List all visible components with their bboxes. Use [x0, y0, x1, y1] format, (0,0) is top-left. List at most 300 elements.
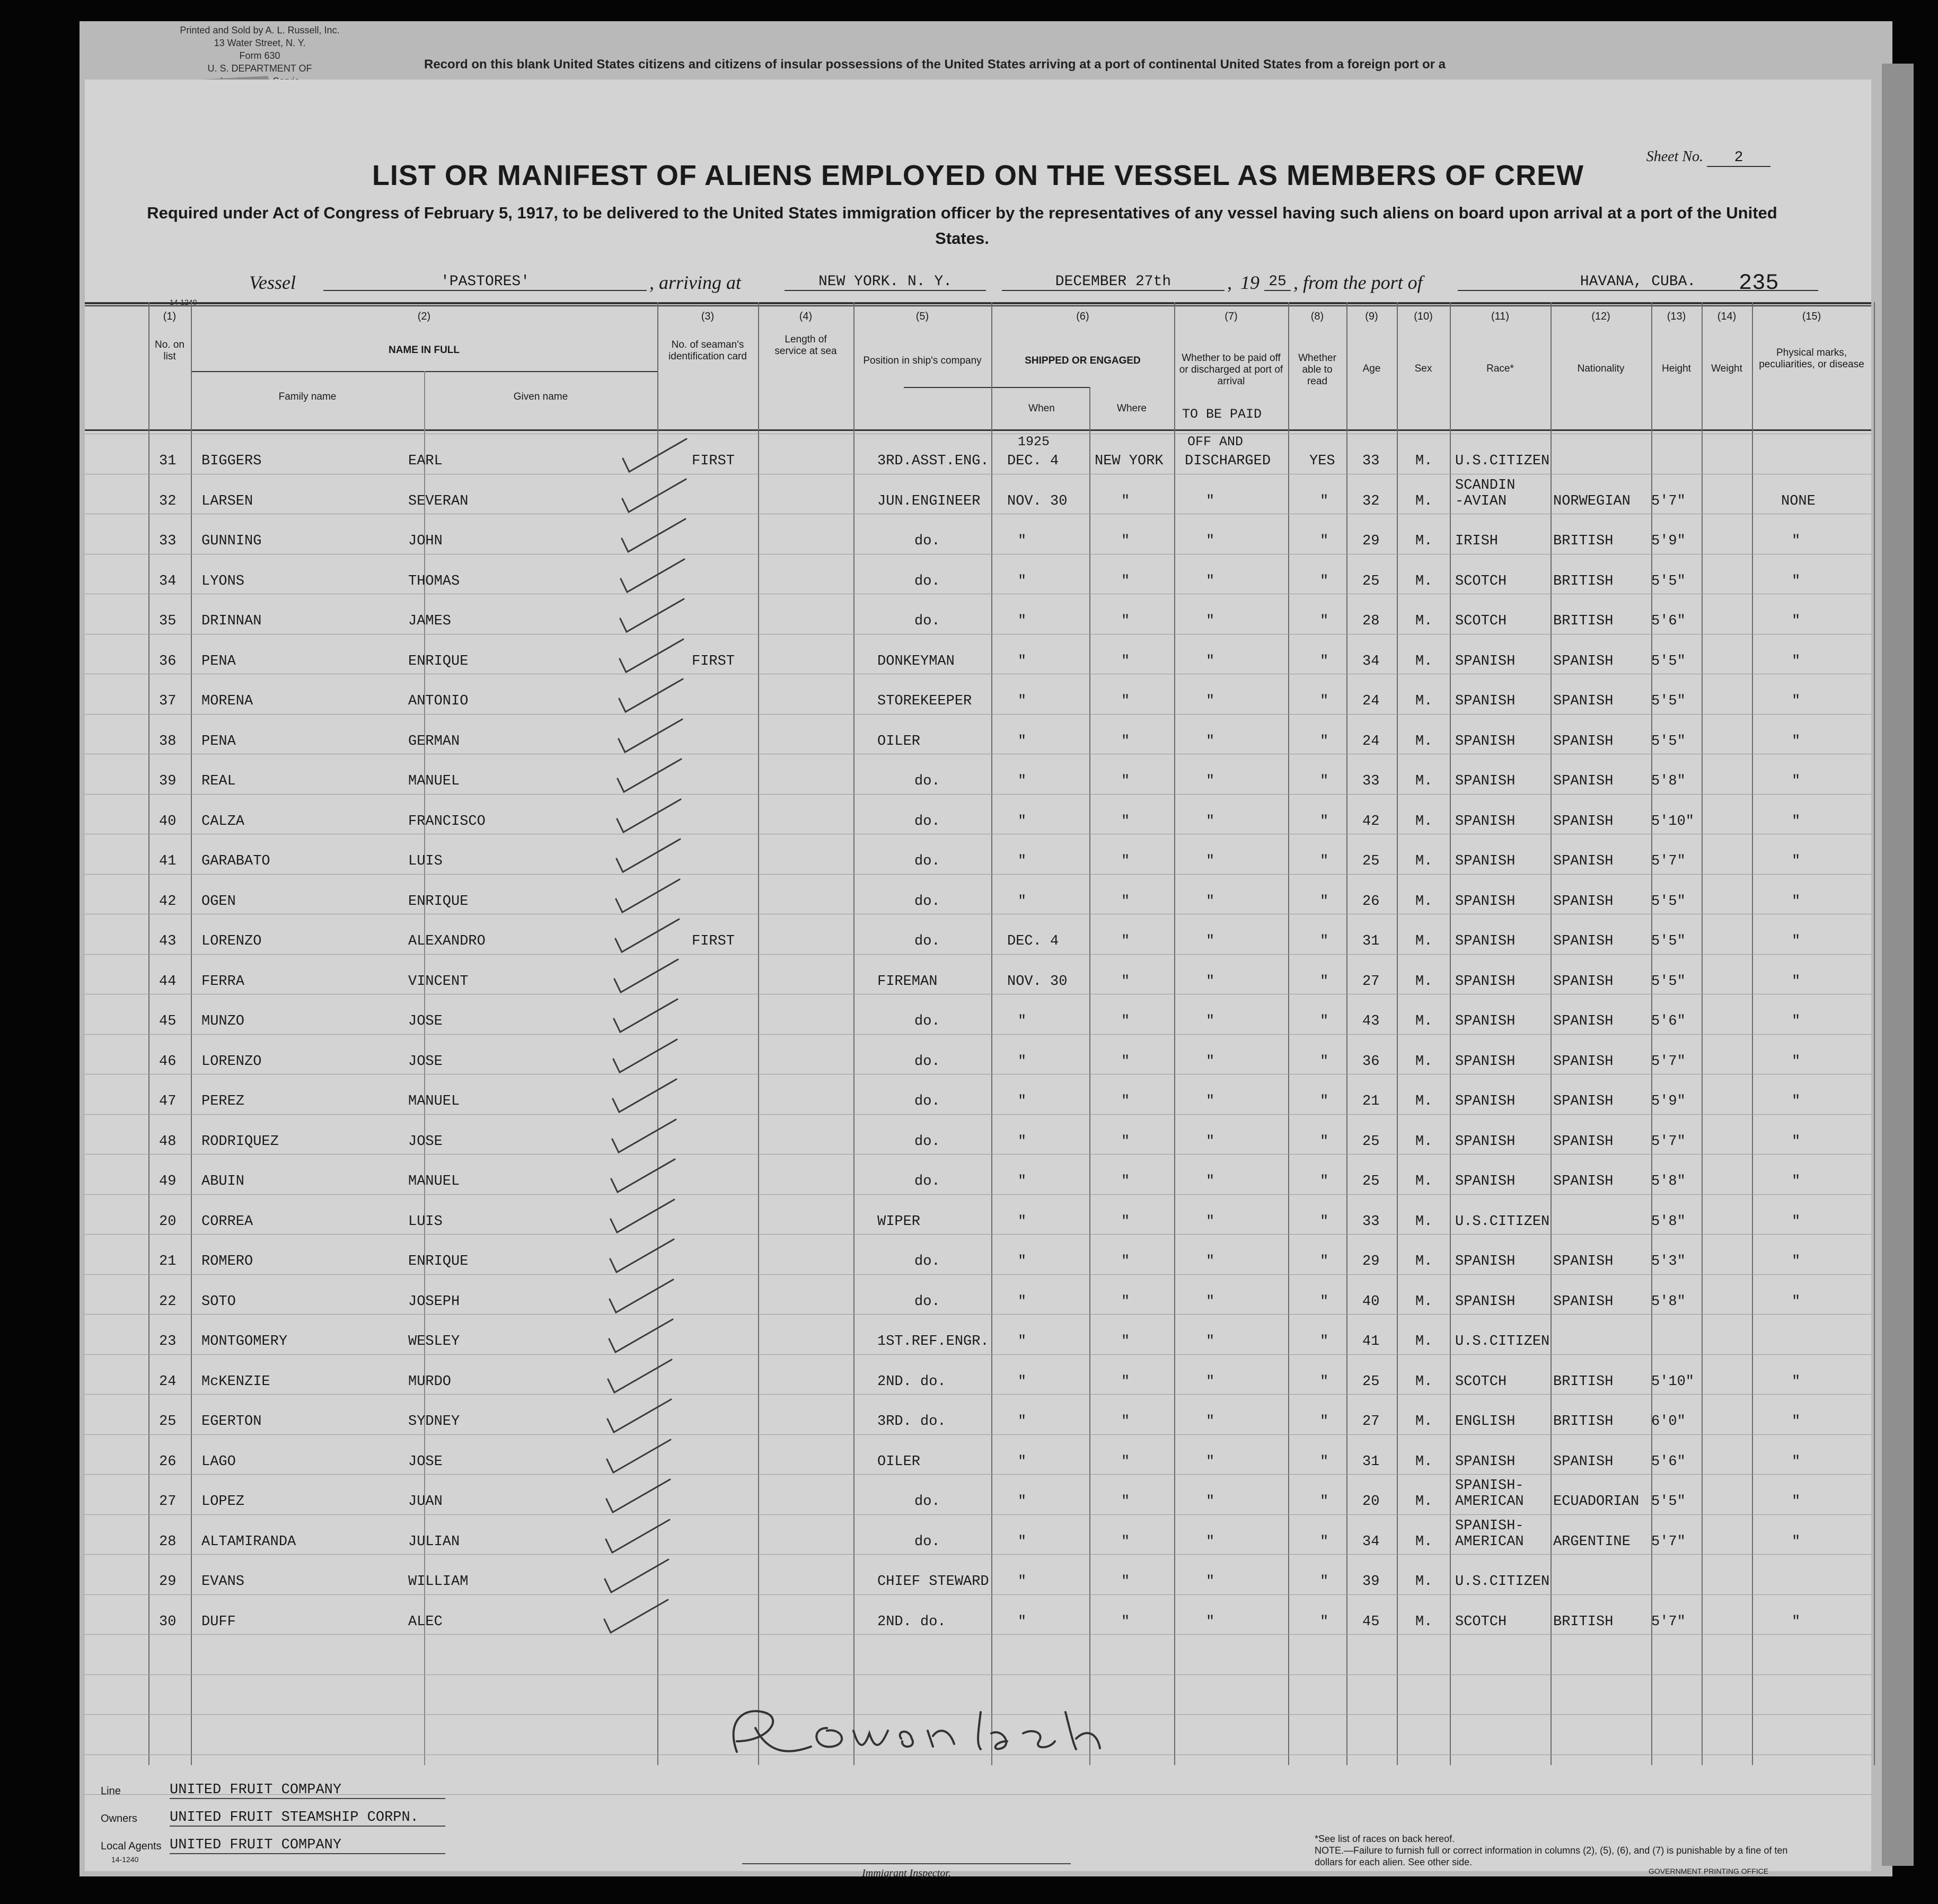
cell-pos: do. [914, 1293, 940, 1310]
cell-when: " [1018, 773, 1027, 789]
cell-pos: STOREKEEPER [877, 693, 972, 709]
cell-race: SPANISH [1455, 693, 1516, 709]
owners-label: Owners [101, 1813, 137, 1824]
cell-no: 46 [159, 1053, 177, 1070]
cell-paid: " [1206, 1574, 1215, 1590]
column-number: (12) [1591, 311, 1610, 322]
check-icon [602, 1435, 708, 1478]
cell-no: 40 [159, 813, 177, 830]
cell-no: 31 [159, 453, 177, 469]
cell-when: " [1018, 1213, 1027, 1230]
cell-age: 42 [1362, 813, 1380, 830]
cell-where: " [1121, 813, 1130, 830]
cell-given: JAMES [408, 613, 452, 629]
cell-paid: " [1206, 1053, 1215, 1070]
cell-read: " [1320, 533, 1329, 549]
cell-paid: " [1206, 1013, 1215, 1029]
cell-fam: LORENZO [201, 1053, 262, 1070]
vessel-line [249, 271, 1892, 298]
cell-fam: ALTAMIRANDA [201, 1533, 296, 1550]
cell-given: VINCENT [408, 973, 469, 990]
cell-fam: DRINNAN [201, 613, 262, 629]
header-where: Where [1117, 403, 1147, 414]
cell-given: MURDO [408, 1373, 452, 1390]
cell-paid: " [1206, 813, 1215, 830]
cell-ht: 5'7" [1651, 493, 1686, 509]
cell-when: " [1018, 853, 1027, 869]
cell-nat: SPANISH [1553, 813, 1614, 830]
cell-given: ALEC [408, 1614, 443, 1630]
cell-pos: 3RD.ASST.ENG. [877, 453, 989, 469]
cell-given: JOSE [408, 1453, 443, 1470]
cell-race: SPANISH [1455, 1013, 1516, 1029]
cell-fam: CALZA [201, 813, 245, 830]
cell-pos: DONKEYMAN [877, 653, 955, 669]
cell-given: JOSEPH [408, 1293, 460, 1310]
sheet-label: Sheet No. [1646, 148, 1703, 165]
check-icon [611, 835, 717, 877]
cell-pos: JUN.ENGINEER [877, 493, 981, 509]
cell-sex: M. [1415, 1053, 1433, 1070]
cell-sex: M. [1415, 1133, 1433, 1150]
cell-fam: MONTGOMERY [201, 1334, 288, 1350]
cell-fam: MORENA [201, 693, 253, 709]
inspector-signature [705, 1691, 1161, 1770]
cell-nat: SPANISH [1553, 733, 1614, 750]
cell-pos: 3RD. do. [877, 1414, 946, 1430]
cell-marks: " [1792, 1373, 1801, 1390]
check-icon [599, 1596, 705, 1638]
check-icon [604, 1275, 710, 1318]
cell-where: " [1121, 1334, 1130, 1350]
check-icon [609, 995, 715, 1037]
cell-race: U.S.CITIZEN [1455, 453, 1550, 469]
cell-when: " [1018, 573, 1027, 589]
cell-where: " [1121, 1254, 1130, 1270]
cell-where: " [1121, 1494, 1130, 1510]
cell-sex: M. [1415, 733, 1433, 750]
cell-read: " [1320, 1094, 1329, 1109]
cell-marks: " [1792, 1174, 1801, 1189]
cell-no: 36 [159, 653, 177, 669]
grid-column-line [1874, 302, 1875, 1765]
cell-paid: " [1206, 893, 1215, 910]
cell-read: " [1320, 1293, 1329, 1310]
cell-race: SPANISH- AMERICAN [1455, 1518, 1524, 1550]
cell-sex: M. [1415, 1174, 1433, 1189]
vessel-name: 'PASTORES' [323, 274, 647, 291]
grid-row-line [85, 1194, 1871, 1195]
cell-nat: SPANISH [1553, 1174, 1614, 1189]
cell-where: " [1121, 733, 1130, 750]
cell-given: ENRIQUE [408, 1254, 469, 1270]
cell-fam: EVANS [201, 1574, 245, 1590]
cell-pos: FIREMAN [877, 973, 938, 990]
cell-age: 36 [1362, 1053, 1380, 1070]
cell-sex: M. [1415, 1414, 1433, 1430]
cell-where: " [1121, 1373, 1130, 1390]
cell-sex: M. [1415, 453, 1433, 469]
check-icon [603, 1355, 709, 1398]
grid-row-line [85, 1274, 1871, 1275]
cell-paid: " [1206, 1133, 1215, 1150]
cell-paid: " [1206, 773, 1215, 789]
table-top-rule [85, 302, 1871, 304]
cell-race: SPANISH [1455, 1053, 1516, 1070]
cell-paid: " [1206, 1533, 1215, 1550]
cell-fam: RODRIQUEZ [201, 1133, 279, 1150]
cell-fam: PEREZ [201, 1094, 245, 1109]
grid-row-line [85, 1474, 1871, 1475]
cell-pos: do. [914, 893, 940, 910]
cell-age: 33 [1362, 1213, 1380, 1230]
cell-read: " [1320, 773, 1329, 789]
cell-when: " [1018, 533, 1027, 549]
cell-pos: OILER [877, 1453, 921, 1470]
header-age: Age [1362, 363, 1381, 374]
cell-marks: " [1792, 1293, 1801, 1310]
cell-when: " [1018, 1614, 1027, 1630]
cell-race: SPANISH [1455, 733, 1516, 750]
cell-nat: SPANISH [1553, 1453, 1614, 1470]
cell-nat: BRITISH [1553, 1614, 1614, 1630]
cell-given: GERMAN [408, 733, 460, 750]
cell-no: 35 [159, 613, 177, 629]
cell-where: " [1121, 1533, 1130, 1550]
cell-age: 20 [1362, 1494, 1380, 1510]
cell-nat: SPANISH [1553, 1053, 1614, 1070]
cell-marks: " [1792, 733, 1801, 750]
cell-pos: do. [914, 1254, 940, 1270]
cell-age: 21 [1362, 1094, 1380, 1109]
cell-paid: " [1206, 1373, 1215, 1390]
cell-nat: SPANISH [1553, 973, 1614, 990]
cell-ht: 5'6" [1651, 613, 1686, 629]
cell-given: MANUEL [408, 1174, 460, 1189]
cell-paid: " [1206, 1094, 1215, 1109]
column-number: (8) [1310, 311, 1324, 322]
column-number: (10) [1414, 311, 1433, 322]
cell-ht: 5'7" [1651, 1533, 1686, 1550]
cell-marks: " [1792, 1094, 1801, 1109]
column-number: (11) [1491, 311, 1510, 322]
cell-nat: SPANISH [1553, 1293, 1614, 1310]
cell-nat: ARGENTINE [1553, 1533, 1631, 1550]
printer-line: 13 Water Street, N. Y. [214, 38, 306, 48]
cell-marks: NONE [1781, 493, 1816, 509]
cell-read: " [1320, 1013, 1329, 1029]
cell-marks: " [1792, 613, 1801, 629]
cell-read: " [1320, 1053, 1329, 1070]
cell-nat: BRITISH [1553, 1414, 1614, 1430]
header-sex: Sex [1414, 363, 1432, 374]
cell-race: SPANISH [1455, 933, 1516, 949]
cell-when: " [1018, 1133, 1027, 1150]
cell-marks: " [1792, 973, 1801, 990]
cell-read: " [1320, 1453, 1329, 1470]
column-number: (2) [417, 311, 431, 322]
cell-when: " [1018, 893, 1027, 910]
cell-when: NOV. 30 [1007, 493, 1068, 509]
header-able-read: Whether able to read [1298, 352, 1336, 387]
agents-value: UNITED FRUIT COMPANY [170, 1837, 445, 1854]
cell-fam: PENA [201, 653, 236, 669]
cell-marks: " [1792, 533, 1801, 549]
cell-age: 25 [1362, 1133, 1380, 1150]
cell-sex: M. [1415, 773, 1433, 789]
cell-age: 29 [1362, 1254, 1380, 1270]
column-number: (3) [701, 311, 715, 322]
grid-row-line [85, 1634, 1871, 1635]
cell-where: " [1121, 493, 1130, 509]
cell-race: SPANISH [1455, 813, 1516, 830]
cell-where: " [1121, 1414, 1130, 1430]
cell-nat: BRITISH [1553, 1373, 1614, 1390]
cell-age: 32 [1362, 493, 1380, 509]
cell-read: " [1320, 1334, 1329, 1350]
cell-when: " [1018, 1293, 1027, 1310]
cell-age: 27 [1362, 1414, 1380, 1430]
cell-no: 45 [159, 1013, 177, 1029]
grid-row-line [85, 1234, 1871, 1235]
cell-race: ENGLISH [1455, 1414, 1516, 1430]
cell-ht: 5'7" [1651, 1133, 1686, 1150]
cell-pos: do. [914, 1013, 940, 1029]
cell-ht: 5'6" [1651, 1453, 1686, 1470]
cell-race: SCOTCH [1455, 573, 1507, 589]
cell-pos: 2ND. do. [877, 1373, 946, 1390]
column-number: (6) [1076, 311, 1089, 322]
cell-paid: " [1206, 853, 1215, 869]
cell-pos: do. [914, 933, 940, 949]
cell-nat: BRITISH [1553, 613, 1614, 629]
cell-when: " [1018, 1174, 1027, 1189]
cell-ht: 5'10" [1651, 813, 1695, 830]
cell-marks: " [1792, 933, 1801, 949]
races-note: *See list of races on back hereof. [1315, 1834, 1455, 1844]
cell-marks: " [1792, 773, 1801, 789]
check-icon [617, 475, 723, 517]
cell-given: JUAN [408, 1494, 443, 1510]
cell-given: JOSE [408, 1013, 443, 1029]
cell-nat: BRITISH [1553, 573, 1614, 589]
cell-age: 25 [1362, 573, 1380, 589]
cell-given: ANTONIO [408, 693, 469, 709]
cell-given: ENRIQUE [408, 653, 469, 669]
cell-given: LUIS [408, 853, 443, 869]
cell-race: SPANISH [1455, 1094, 1516, 1109]
header-family-name: Family name [278, 391, 337, 402]
column-number: (9) [1365, 311, 1378, 322]
cell-no: 25 [159, 1414, 177, 1430]
cell-race: SPANISH [1455, 973, 1516, 990]
cell-paid: " [1206, 653, 1215, 669]
cell-nat: SPANISH [1553, 853, 1614, 869]
cell-age: 25 [1362, 1174, 1380, 1189]
cell-nat: BRITISH [1553, 533, 1614, 549]
cell-marks: " [1792, 1254, 1801, 1270]
cell-sex: M. [1415, 893, 1433, 910]
cell-where: " [1121, 1133, 1130, 1150]
grid-row-line [85, 1314, 1871, 1315]
cell-given: JULIAN [408, 1533, 460, 1550]
cell-when: " [1018, 733, 1027, 750]
cell-no: 33 [159, 533, 177, 549]
printing-office: GOVERNMENT PRINTING OFFICE [1649, 1867, 1769, 1875]
cell-ht: 5'8" [1651, 1213, 1686, 1230]
cell-no: 47 [159, 1094, 177, 1109]
immigrant-inspector-line: Immigrant Inspector. [742, 1863, 1071, 1880]
cell-pos: do. [914, 1174, 940, 1189]
cell-age: 34 [1362, 653, 1380, 669]
cell-pos: OILER [877, 733, 921, 750]
cell-paid: " [1206, 1293, 1215, 1310]
cell-marks: " [1792, 1213, 1801, 1230]
cell-paid: DISCHARGED [1185, 453, 1271, 469]
cell-ht: 5'7" [1651, 1614, 1686, 1630]
cell-read: " [1320, 733, 1329, 750]
header-nationality: Nationality [1577, 363, 1625, 374]
header-physical-marks: Physical marks, peculiarities, or disease [1759, 347, 1864, 370]
shipped-subheader-rule [904, 387, 1089, 388]
cell-race: SPANISH [1455, 1133, 1516, 1150]
column-number: (15) [1802, 311, 1821, 322]
cell-age: 39 [1362, 1574, 1380, 1590]
cell-given: SYDNEY [408, 1414, 460, 1430]
cell-age: 45 [1362, 1614, 1380, 1630]
cell-read: " [1320, 1614, 1329, 1630]
cell-sex: M. [1415, 933, 1433, 949]
cell-sex: M. [1415, 1013, 1433, 1029]
cell-no: 28 [159, 1533, 177, 1550]
check-icon [601, 1515, 707, 1558]
grid-row-line [85, 1674, 1871, 1675]
cell-fam: ABUIN [201, 1174, 245, 1189]
cell-where: " [1121, 773, 1130, 789]
cell-marks: " [1792, 853, 1801, 869]
cell-age: 41 [1362, 1334, 1380, 1350]
cell-when: " [1018, 1453, 1027, 1470]
cell-paid: " [1206, 573, 1215, 589]
cell-marks: " [1792, 1453, 1801, 1470]
printer-line: Form 630 [239, 50, 280, 61]
printer-line: Printed and Sold by A. L. Russell, Inc. [180, 25, 340, 36]
header-race: Race* [1486, 363, 1514, 374]
cell-ht: 5'9" [1651, 533, 1686, 549]
line-label: Line [101, 1785, 121, 1797]
penalty-note: NOTE.—Failure to furnish full or correct information in columns (2), (5), (6), and (7) is punishable by a fine of ten dollars for each alien. See other side. [1315, 1845, 1788, 1867]
check-icon [618, 435, 724, 477]
cell-no: 49 [159, 1174, 177, 1189]
cell-race: SPANISH [1455, 1174, 1516, 1189]
cell-fam: EGERTON [201, 1414, 262, 1430]
cell-sex: M. [1415, 1334, 1433, 1350]
cell-given: JOSE [408, 1053, 443, 1070]
cell-marks: " [1792, 1053, 1801, 1070]
cell-read: " [1320, 613, 1329, 629]
cell-where: " [1121, 853, 1130, 869]
cell-when: " [1018, 1533, 1027, 1550]
cell-no: 24 [159, 1373, 177, 1390]
line-value: UNITED FRUIT COMPANY [170, 1782, 445, 1799]
cell-fam: GARABATO [201, 853, 270, 869]
check-icon [608, 1035, 714, 1078]
header-name-in-full: NAME IN FULL [388, 345, 460, 356]
cell-paid: " [1206, 1453, 1215, 1470]
cell-race: SPANISH [1455, 1293, 1516, 1310]
cell-fam: LORENZO [201, 933, 262, 949]
cell-where: " [1121, 1293, 1130, 1310]
check-icon [605, 1195, 711, 1238]
cell-race: SCOTCH [1455, 1373, 1507, 1390]
cell-when: " [1018, 653, 1027, 669]
table-top-rule [85, 305, 1871, 306]
manifest-sheet [85, 80, 1871, 1879]
cell-nat: SPANISH [1553, 1094, 1614, 1109]
check-icon [612, 755, 718, 797]
grid-row-line [85, 1514, 1871, 1515]
cell-pos: do. [914, 573, 940, 589]
cell-age: 31 [1362, 933, 1380, 949]
cell-paid: " [1206, 1254, 1215, 1270]
cell-ht: 6'0" [1651, 1414, 1686, 1430]
cell-sex: M. [1415, 853, 1433, 869]
cell-race: SPANISH [1455, 893, 1516, 910]
year-prefix: 19 [1240, 272, 1259, 293]
check-icon [611, 875, 717, 918]
cell-where: " [1121, 693, 1130, 709]
cell-paid: " [1206, 1213, 1215, 1230]
cell-race: SPANISH [1455, 653, 1516, 669]
cell-when: " [1018, 693, 1027, 709]
grid-row-line [85, 1114, 1871, 1115]
grid-row-line [85, 1554, 1871, 1555]
cell-read: " [1320, 1533, 1329, 1550]
cell-nat: NORWEGIAN [1553, 493, 1631, 509]
cell-race: SCOTCH [1455, 1614, 1507, 1630]
cell-read: " [1320, 493, 1329, 509]
cell-marks: " [1792, 893, 1801, 910]
cell-where: " [1121, 973, 1130, 990]
cell-race: SCANDIN -AVIAN [1455, 477, 1516, 509]
cell-marks: " [1792, 653, 1801, 669]
sheet-number [1646, 148, 1770, 167]
cell-where: " [1121, 933, 1130, 949]
cell-given: ENRIQUE [408, 893, 469, 910]
cell-no: 32 [159, 493, 177, 509]
grid-row-line [85, 1434, 1871, 1435]
cell-sex: M. [1415, 1494, 1433, 1510]
cell-fam: LAGO [201, 1453, 236, 1470]
header-weight: Weight [1711, 363, 1742, 374]
cell-nat: SPANISH [1553, 1254, 1614, 1270]
cell-paid: " [1206, 613, 1215, 629]
cell-when: " [1018, 1574, 1027, 1590]
cell-sex: M. [1415, 1373, 1433, 1390]
check-icon [613, 715, 719, 757]
grid-row-line [85, 954, 1871, 955]
cell-age: 34 [1362, 1533, 1380, 1550]
cell-read: " [1320, 973, 1329, 990]
cell-pos: 2ND. do. [877, 1614, 946, 1630]
cell-where: " [1121, 573, 1130, 589]
cell-given: WESLEY [408, 1334, 460, 1350]
cell-paid: " [1206, 1174, 1215, 1189]
cell-read: " [1320, 653, 1329, 669]
cell-nat: SPANISH [1553, 933, 1614, 949]
cell-race: SPANISH [1455, 853, 1516, 869]
cell-sex: M. [1415, 653, 1433, 669]
